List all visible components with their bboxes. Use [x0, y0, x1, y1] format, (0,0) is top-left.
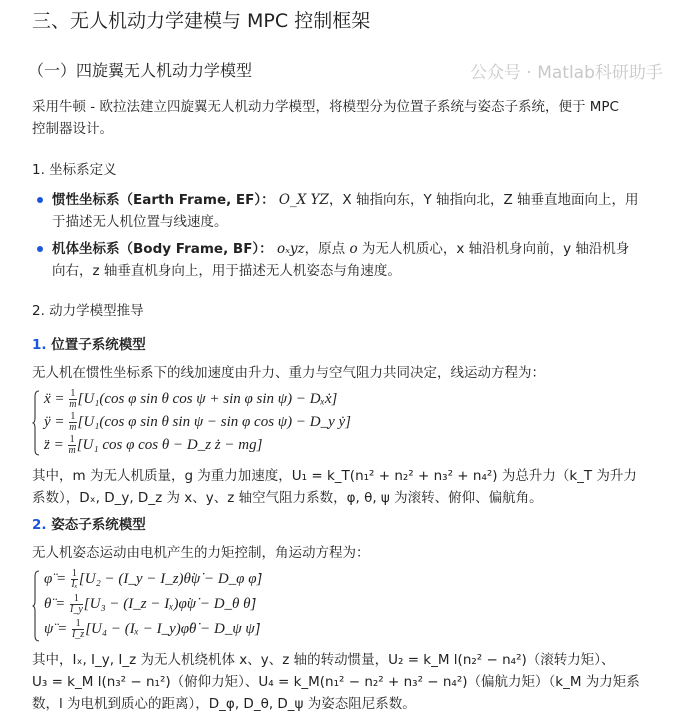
fraction [71, 569, 78, 590]
attitude-equations [32, 568, 452, 643]
eq-lhs: ψ̈ = [44, 621, 68, 637]
watermark: 公众号 · Matlab科研助手 [470, 63, 663, 83]
fraction [69, 389, 76, 410]
brace-icon [32, 570, 40, 642]
bullet-earth-frame [52, 189, 652, 233]
bullet-title: 机体坐标系（Body Frame, BF）： [52, 241, 273, 257]
equation-z [44, 434, 262, 456]
position-subsystem-title [32, 334, 146, 356]
denominator: I_z [71, 629, 85, 641]
note-line: U₃ = k_M l(n₃² − n₁²)（俯仰力矩）、U₄ = k_M(n₁² − n₂² + n₃² − n₄²)（偏航力矩）（k_M 为力矩系 [32, 674, 640, 690]
dynamics-section-title: 2. 动力学模型推导 [32, 303, 144, 319]
brace-icon [32, 390, 40, 456]
eq-lhs: θ̈ = [44, 596, 66, 612]
numerator: 1 [70, 388, 76, 400]
eq-lhs: ÿ = [44, 414, 65, 430]
numerator: 1 [72, 619, 84, 630]
title-text: 位置子系统模型 [51, 337, 146, 353]
math-expression: oₓyz [276, 241, 305, 257]
eq-rhs: [U₁(cos φ sin θ sin ψ − sin φ cos ψ) − D_y ẏ] [77, 414, 351, 430]
eq-lhs: ẍ = [44, 391, 65, 407]
eq-lhs: z̈ = [44, 437, 64, 453]
eq-rhs: [U₁ cos φ cos θ − D_z ż − mg] [76, 437, 263, 453]
fraction [68, 435, 75, 456]
position-notes [32, 465, 637, 509]
bullet-text: 于描述无人机位置与线速度。 [52, 214, 228, 230]
title-text: 姿态子系统模型 [51, 517, 146, 533]
bullet-body-frame [52, 238, 652, 282]
denominator: m [69, 422, 77, 434]
math-expression: O_X YZ [278, 192, 329, 208]
eq-lhs: φ̈ = [44, 571, 67, 587]
eq-rhs: [U₁(cos φ sin θ cos ψ + sin φ sin ψ) − Dₓẋ] [77, 391, 338, 407]
bullet-text: 为无人机质心，x 轴沿机身向前，y 轴沿机身 [357, 241, 630, 257]
eq-rhs: [U₂ − (I_y − I_z)θ̇ψ̇ − D_φ φ̇] [78, 571, 263, 587]
eq-rhs: [U₃ − (I_z − Iₓ)φ̇ψ̇ − D_θ θ̇] [83, 596, 257, 612]
fraction [72, 619, 84, 640]
denominator: m [69, 399, 77, 411]
note-line: 其中，m 为无人机质量，g 为重力加速度，U₁ = k_T(n₁² + n₂² + n₃² + n₄²) 为总升力（k_T 为升力 [32, 468, 637, 484]
attitude-notes [32, 649, 640, 715]
denominator: Iₓ [71, 579, 78, 591]
bullet-text: 向右，z 轴垂直机身向上，用于描述无人机姿态与角速度。 [52, 263, 401, 279]
bullet-title: 惯性坐标系（Earth Frame, EF）： [52, 192, 275, 208]
numerator: 1 [70, 594, 83, 605]
fraction [70, 594, 83, 615]
intro-line: 控制器设计。 [32, 121, 113, 137]
attitude-subsystem-title [32, 514, 146, 536]
math-expression: o [349, 241, 358, 257]
position-equations [32, 388, 452, 458]
equation-phi [44, 568, 262, 590]
intro-line: 采用牛顿 - 欧拉法建立四旋翼无人机动力学模型，将模型分为位置子系统与姿态子系统，便于 MPC [32, 99, 619, 115]
attitude-intro: 无人机姿态运动由电机产生的力矩控制，角运动方程为： [32, 545, 370, 561]
equation-x [44, 388, 337, 410]
numerator: 1 [69, 434, 75, 446]
note-line: 系数），Dₓ, D_y, D_z 为 x、y、z 轴空气阻力系数，φ, θ, ψ 为滚转、俯仰、偏航角。 [32, 490, 543, 506]
denominator: m [68, 445, 76, 457]
position-intro: 无人机在惯性坐标系下的线加速度由升力、重力与空气阻力共同决定，线运动方程为： [32, 365, 545, 381]
equation-theta [44, 593, 256, 615]
intro-paragraph [32, 96, 619, 140]
numerator: 1 [70, 411, 76, 423]
fraction [69, 412, 76, 433]
equation-y [44, 411, 351, 433]
equation-psi [44, 618, 261, 640]
item-number: 2. [32, 517, 47, 533]
eq-rhs: [U₄ − (Iₓ − I_y)φ̇θ̇ − D_ψ ψ̇] [85, 621, 261, 637]
subsection-heading: （一）四旋翼无人机动力学模型 [28, 61, 253, 80]
item-number: 1. [32, 337, 47, 353]
note-line: 数，l 为电机到质心的距离），D_φ, D_θ, D_ψ 为姿态阻尼系数。 [32, 696, 416, 712]
denominator: I_y [70, 604, 83, 616]
bullet-text: ，X 轴指向东，Y 轴指向北，Z 轴垂直地面向上，用 [328, 192, 639, 208]
bullet-icon [37, 246, 43, 252]
note-line: 其中，Iₓ, I_y, I_z 为无人机绕机体 x、y、z 轴的转动惯量，U₂ = k_M l(n₂² − n₄²)（滚转力矩）、 [32, 652, 615, 668]
section-heading: 三、无人机动力学建模与 MPC 控制框架 [32, 10, 371, 32]
numerator: 1 [71, 568, 77, 580]
bullet-text: ，原点 [304, 241, 346, 257]
coordinate-section-title: 1. 坐标系定义 [32, 162, 117, 178]
bullet-icon [37, 197, 43, 203]
